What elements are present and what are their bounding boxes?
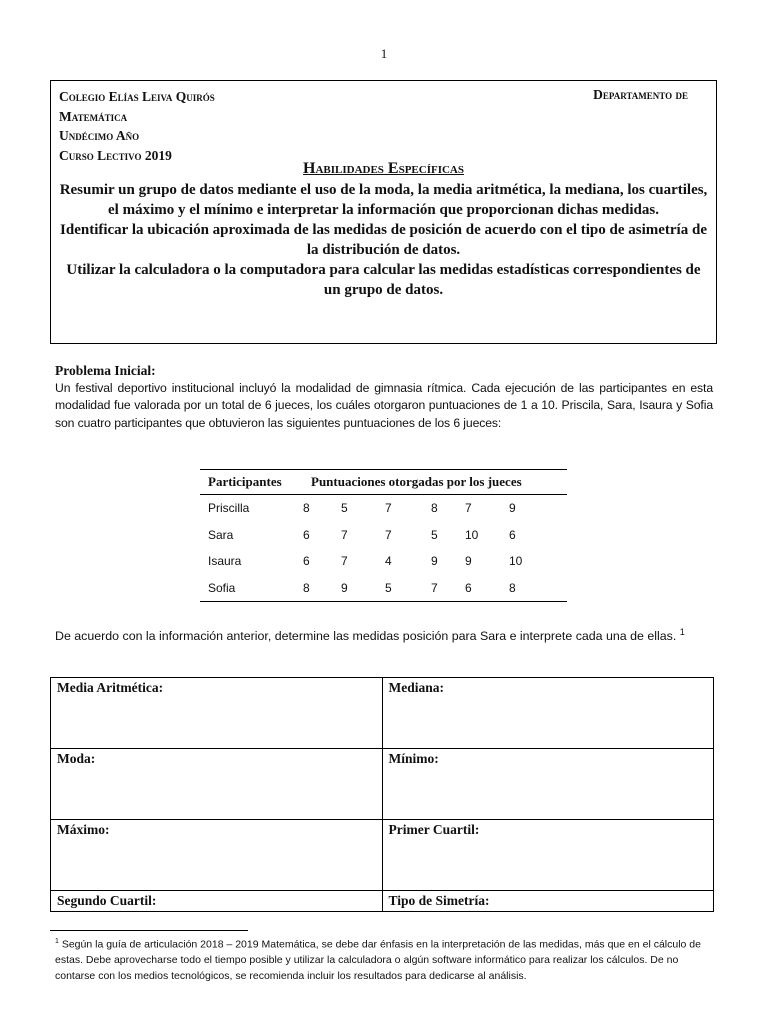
skill-item: Identificar la ubicación aproximada de las medidas de posición de acuerdo con el tipo de asimetría de la distribución de datos. — [60, 222, 707, 258]
score-cell: 7 — [341, 554, 348, 569]
header-box — [50, 80, 717, 344]
score-cell: 9 — [341, 575, 385, 602]
answer-cell-maximo[interactable]: Máximo: — [51, 820, 383, 891]
header-participants: Participantes — [200, 470, 303, 495]
score-cell: 9 — [465, 554, 472, 569]
participant-name: Sara — [208, 527, 234, 542]
footnote-ref: 1 — [679, 627, 685, 637]
table-row — [200, 575, 567, 602]
answer-row — [51, 891, 714, 912]
score-cell: 7 — [385, 501, 392, 516]
participant-name: Isaura — [208, 554, 242, 569]
participant-name: Sofia — [200, 575, 303, 602]
initial-problem — [55, 362, 713, 432]
score-cell: 9 — [431, 554, 438, 569]
answer-grid — [50, 677, 714, 912]
school-name: Colegio Elías Leiva Quirós — [59, 89, 215, 104]
score-cell: 7 — [385, 527, 392, 542]
score-cell: 10 — [509, 554, 523, 569]
answer-cell-minimo[interactable]: Mínimo: — [382, 749, 714, 820]
score-cell: 6 — [465, 575, 509, 602]
table-row — [200, 548, 567, 575]
score-cell: 4 — [385, 554, 392, 569]
score-cell: 8 — [303, 575, 341, 602]
scores-table — [200, 469, 567, 602]
answer-cell-mediana[interactable]: Mediana: — [382, 678, 714, 749]
score-cell: 5 — [341, 501, 348, 516]
page-number: 1 — [380, 46, 388, 61]
answer-row — [51, 820, 714, 891]
score-cell: 6 — [303, 527, 310, 542]
subject-name: Matemática — [59, 108, 128, 124]
problem-title: Problema Inicial: — [55, 363, 156, 378]
score-cell: 7 — [341, 527, 348, 542]
answer-cell-moda[interactable]: Moda: — [51, 749, 383, 820]
score-cell: 9 — [509, 501, 516, 516]
footnote-separator — [50, 930, 248, 931]
school-year: Curso Lectivo 2019 — [59, 147, 172, 163]
footnote — [55, 934, 713, 984]
score-cell: 10 — [465, 527, 479, 542]
skills-list — [57, 180, 710, 300]
answer-cell-segundo-cuartil[interactable]: Segundo Cuartil: — [51, 891, 383, 912]
footnote-text: Según la guía de articulación 2018 – 2019 Matemática, se debe dar énfasis en la interpretación de las medidas, más que en el cálculo de estas. Debe aprovecharse todo el tiempo posible y utilizar la calculadora o algún software informático para realizar los cálculos. De no contarse con los medios tecnológicos, se recomienda incluir los resultados para dedicarse al análisis. — [55, 938, 701, 982]
score-cell: 7 — [431, 575, 465, 602]
answer-row — [51, 678, 714, 749]
answer-cell-media[interactable]: Media Aritmética: — [51, 678, 383, 749]
participant-name: Priscilla — [208, 501, 250, 516]
score-cell: 6 — [303, 554, 310, 569]
table-header-row — [200, 470, 567, 495]
score-cell: 7 — [465, 501, 472, 516]
instruction-text: De acuerdo con la información anterior, determine las medidas posición para Sara e interprete cada una de ellas. — [55, 629, 677, 644]
problem-body: Un festival deportivo institucional incluyó la modalidad de gimnasia rítmica. Cada ejecución de las participantes en esta modalidad fue valorada por un total de 6 jueces, los cuáles otorgaron puntuaciones de 1 a 10. Priscila, Sara, Isaura y Sofia son cuatro participantes que obtuvieron las siguientes puntuaciones de los 6 jueces: — [55, 380, 713, 430]
skills-title: Habilidades Específicas — [303, 160, 464, 177]
answer-row — [51, 749, 714, 820]
table-row — [200, 522, 567, 549]
answer-cell-primer-cuartil[interactable]: Primer Cuartil: — [382, 820, 714, 891]
department-label: Departamento de — [593, 87, 688, 102]
score-cell: 5 — [385, 575, 431, 602]
table-row — [200, 495, 567, 522]
grade-label: Undécimo Año — [59, 128, 140, 143]
score-cell: 6 — [509, 527, 516, 542]
skill-item: Utilizar la calculadora o la computadora para calcular las medidas estadísticas correspondientes de un grupo de datos. — [66, 262, 701, 298]
score-cell: 8 — [431, 501, 438, 516]
instruction — [55, 624, 713, 646]
footnote-mark: 1 — [55, 938, 59, 945]
answer-cell-simetria[interactable]: Tipo de Simetría: — [382, 891, 714, 912]
school-info — [59, 87, 215, 165]
score-cell: 8 — [303, 501, 310, 516]
header-scores: Puntuaciones otorgadas por los jueces — [303, 470, 567, 495]
score-cell: 5 — [431, 527, 438, 542]
score-cell: 8 — [509, 575, 567, 602]
skill-item: Resumir un grupo de datos mediante el uso de la moda, la media aritmética, la mediana, los cuartiles, el máximo y el mínimo e interpretar la información que proporcionan dichas medidas. — [59, 182, 708, 218]
